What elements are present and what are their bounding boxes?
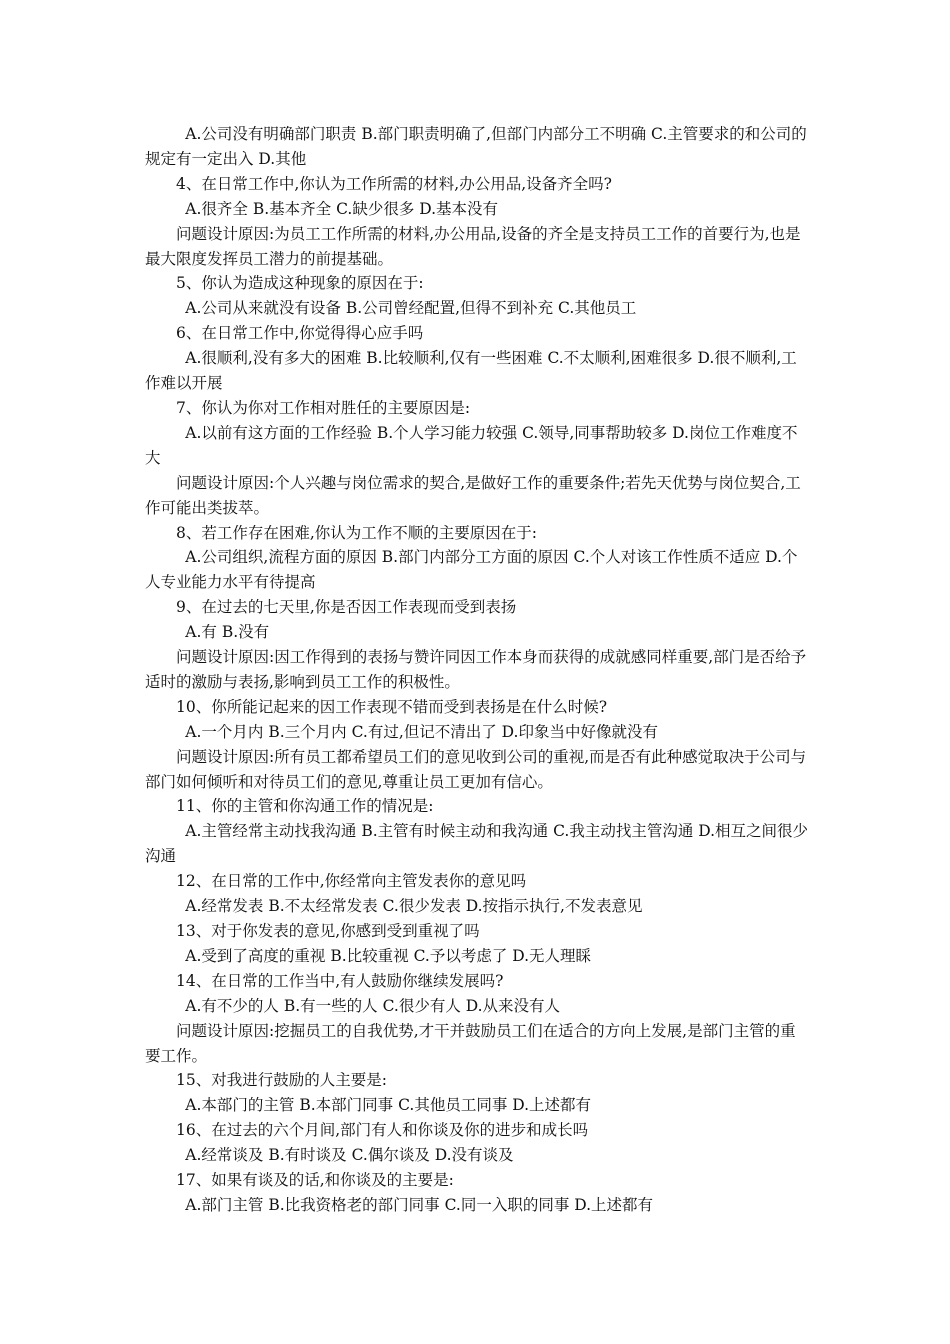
option-line: A.公司没有明确部门职责 B.部门职责明确了,但部门内部分工不明确 C.主管要求的和公司的规定有一定出入 D.其他 xyxy=(145,125,807,168)
question-line: 7、你认为你对工作相对胜任的主要原因是: xyxy=(176,398,471,417)
reason-paragraph: 问题设计原因:挖掘员工的自我优势,才干并鼓励员工们在适合的方向上发展,是部门主管的重要工作。 xyxy=(145,1021,796,1065)
question-line: 8、若工作存在困难,你认为工作不顺的主要原因在于: xyxy=(176,523,538,542)
option-line: A.有不少的人 B.有一些的人 C.很少有人 D.从来没有人 xyxy=(185,996,561,1015)
option-line: A.经常谈及 B.有时谈及 C.偶尔谈及 D.没有谈及 xyxy=(185,1146,514,1165)
question-line: 12、在日常的工作中,你经常向主管发表你的意见吗 xyxy=(176,872,527,891)
question-line: 5、你认为造成这种现象的原因在于: xyxy=(176,274,424,293)
question-line: 14、在日常的工作当中,有人鼓励你继续发展吗? xyxy=(176,971,504,990)
question-line: 9、在过去的七天里,你是否因工作表现而受到表扬 xyxy=(176,598,517,617)
question-line: 16、在过去的六个月间,部门有人和你谈及你的进步和成长吗 xyxy=(176,1121,589,1140)
option-line: A.以前有这方面的工作经验 B.个人学习能力较强 C.领导,同事帮助较多 D.岗位工作难度不大 xyxy=(145,423,798,467)
option-line: A.有 B.没有 xyxy=(185,623,270,642)
question-line: 17、如果有谈及的话,和你谈及的主要是: xyxy=(176,1171,454,1190)
question-line: 13、对于你发表的意见,你感到受到重视了吗 xyxy=(176,922,480,940)
question-line: 6、在日常工作中,你觉得得心应手吗 xyxy=(176,324,424,343)
option-line: A.公司组织,流程方面的原因 B.部门内部分工方面的原因 C.个人对该工作性质不适应 D.个人专业能力水平有待提高 xyxy=(145,548,798,592)
option-line: A.部门主管 B.比我资格老的部门同事 C.同一入职的同事 D.上述都有 xyxy=(185,1195,654,1214)
reason-paragraph: 问题设计原因:个人兴趣与岗位需求的契合,是做好工作的重要条件;若先天优势与岗位契合,工作可能出类拔萃。 xyxy=(145,473,801,517)
option-line: A.经常发表 B.不太经常发表 C.很少发表 D.按指示执行,不发表意见 xyxy=(185,897,643,916)
option-line: A.很齐全 B.基本齐全 C.缺少很多 D.基本没有 xyxy=(185,199,499,218)
document-body xyxy=(145,122,810,1218)
reason-paragraph: 问题设计原因:为员工工作所需的材料,办公用品,设备的齐全是支持员工工作的首要行为,也是最大限度发挥员工潜力的前提基础。 xyxy=(145,224,801,268)
option-line: A.公司从来就没有设备 B.公司曾经配置,但得不到补充 C.其他员工 xyxy=(185,299,637,318)
option-line: A.受到了高度的重视 B.比较重视 C.予以考虑了 D.无人理睬 xyxy=(185,946,592,965)
option-line: A.很顺利,没有多大的困难 B.比较顺利,仅有一些困难 C.不太顺利,困难很多 D.很不顺利,工作难以开展 xyxy=(145,349,797,393)
reason-paragraph: 问题设计原因:所有员工都希望员工们的意见收到公司的重视,而是否有此种感觉取决于公司与部门如何倾听和对待员工们的意见,尊重让员工更加有信心。 xyxy=(145,747,807,791)
option-line: A.本部门的主管 B.本部门同事 C.其他员工同事 D.上述都有 xyxy=(185,1096,592,1115)
question-line: 10、你所能记起来的因工作表现不错而受到表扬是在什么时候? xyxy=(176,697,608,716)
question-line: 11、你的主管和你沟通工作的情况是: xyxy=(176,797,434,816)
option-line: A.一个月内 B.三个月内 C.有过,但记不清出了 D.印象当中好像就没有 xyxy=(185,722,658,741)
reason-paragraph: 问题设计原因:因工作得到的表扬与赞许同因工作本身而获得的成就感同样重要,部门是否给予适时的激励与表扬,影响到员工工作的积极性。 xyxy=(145,648,807,691)
question-line: 15、对我进行鼓励的人主要是: xyxy=(176,1071,387,1090)
option-line: A.主管经常主动找我沟通 B.主管有时候主动和我沟通 C.我主动找主管沟通 D.相互之间很少沟通 xyxy=(145,822,809,866)
question-line: 4、在日常工作中,你认为工作所需的材料,办公用品,设备齐全吗? xyxy=(176,174,612,193)
